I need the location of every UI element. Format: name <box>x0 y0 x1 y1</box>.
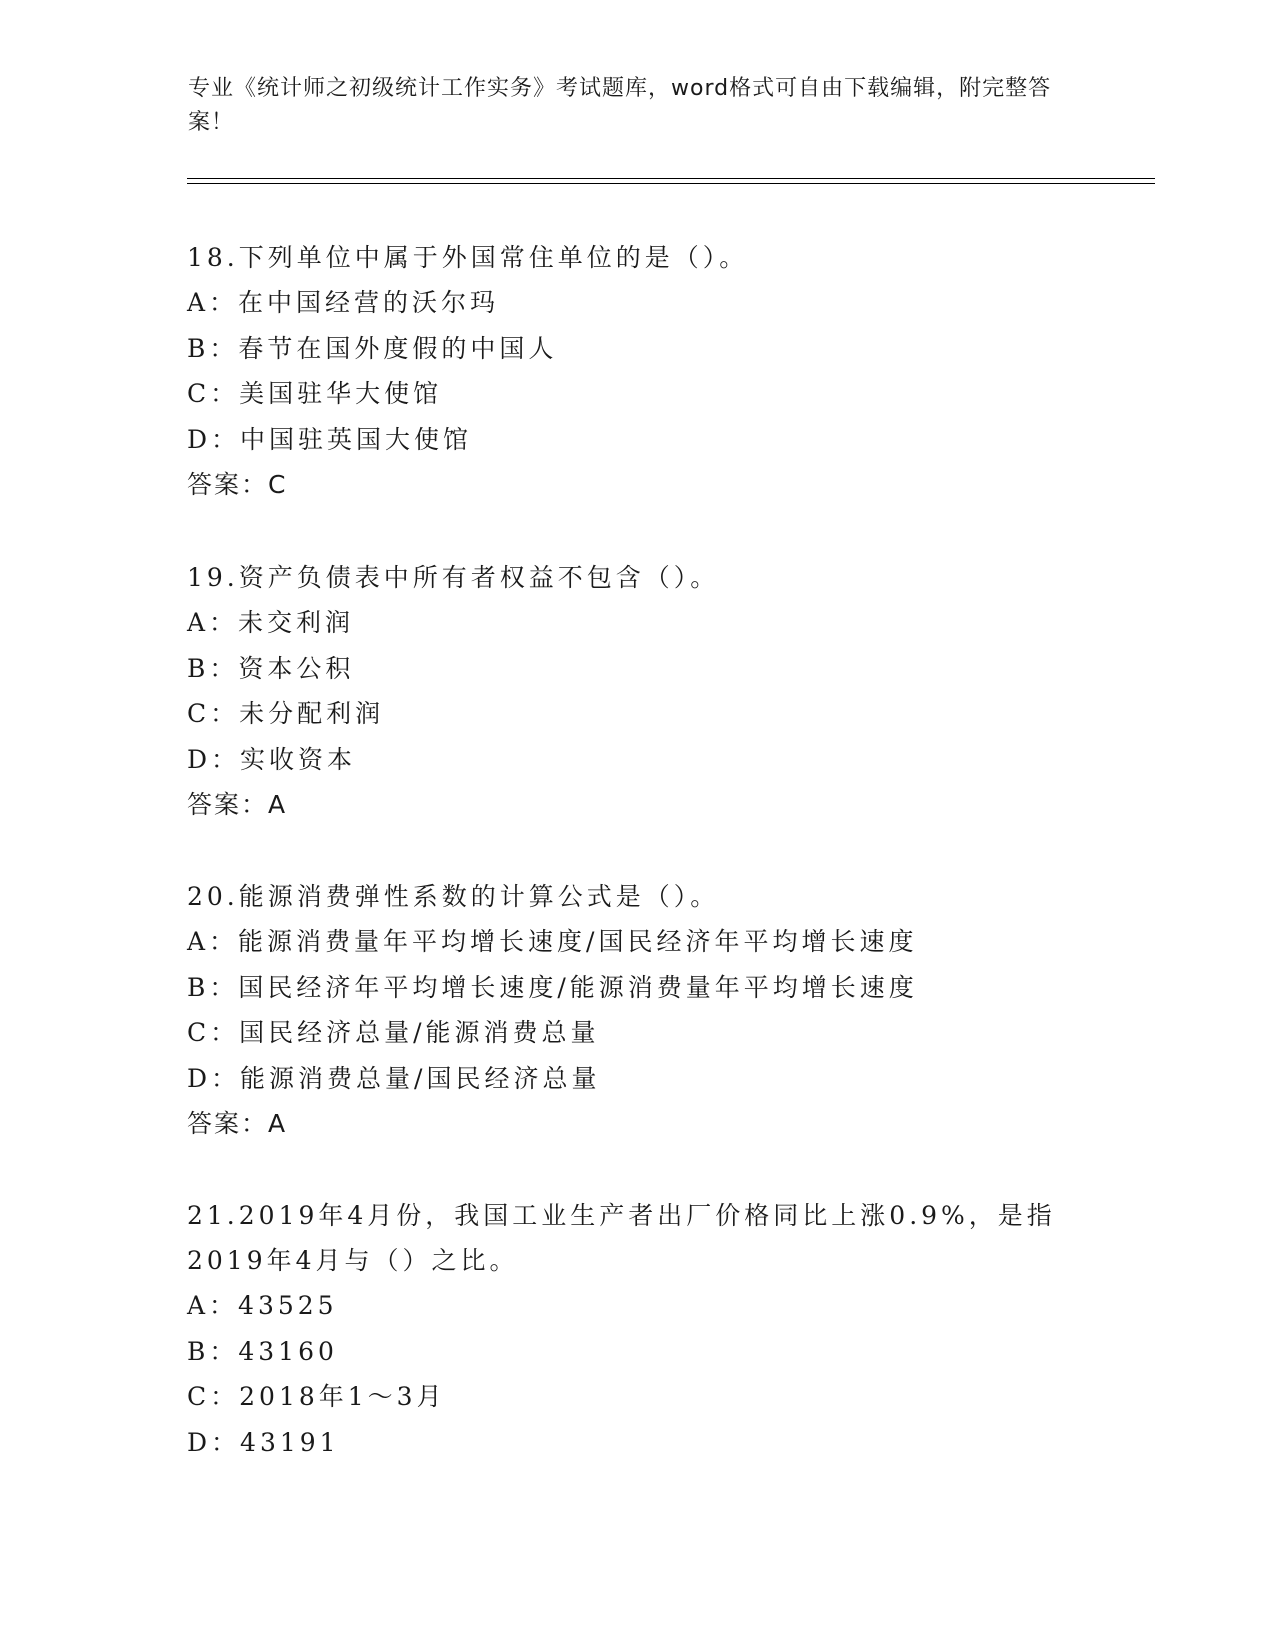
question-18 <box>187 235 1087 507</box>
question-21 <box>187 1193 1087 1465</box>
option-c: C：2018年1～3月 <box>187 1382 446 1411</box>
question-20 <box>187 874 1087 1146</box>
option-a: A：未交利润 <box>187 608 355 637</box>
option-d: D：中国驻英国大使馆 <box>187 424 473 454</box>
option-d: D：43191 <box>187 1427 340 1457</box>
document-header: 专业《统计师之初级统计工作实务》考试题库，word格式可自由下载编辑，附完整答案！ <box>188 76 1052 135</box>
question-19 <box>187 555 1087 827</box>
option-d: D：实收资本 <box>187 744 357 774</box>
answer-line: 答案：C <box>187 470 288 499</box>
option-b: B：国民经济年平均增长速度/能源消费量年平均增长速度 <box>187 972 918 1002</box>
header-rule-top <box>187 178 1155 179</box>
option-a: A：43525 <box>187 1291 338 1320</box>
option-a: A：能源消费量年平均增长速度/国民经济年平均增长速度 <box>187 927 918 956</box>
question-title: 18.下列单位中属于外国常住单位的是（）。 <box>187 243 749 272</box>
option-b: B：资本公积 <box>187 653 355 683</box>
answer-line: 答案：A <box>187 1109 288 1138</box>
option-c: C：国民经济总量/能源消费总量 <box>187 1018 600 1047</box>
option-a: A：在中国经营的沃尔玛 <box>187 288 500 317</box>
question-title: 19.资产负债表中所有者权益不包含（）。 <box>187 563 720 592</box>
question-title-line-2: 2019年4月与（）之比。 <box>187 1246 519 1275</box>
question-title-line-1: 21.2019年4月份，我国工业生产者出厂价格同比上涨0.9%，是指 <box>187 1201 1056 1230</box>
option-c: C：未分配利润 <box>187 699 385 728</box>
option-d: D：能源消费总量/国民经济总量 <box>187 1063 601 1093</box>
option-b: B：43160 <box>187 1336 338 1366</box>
option-b: B：春节在国外度假的中国人 <box>187 333 558 363</box>
answer-line: 答案：A <box>187 790 288 819</box>
question-title: 20.能源消费弹性系数的计算公式是（）。 <box>187 882 720 911</box>
option-c: C：美国驻华大使馆 <box>187 379 443 408</box>
header-rule-bottom <box>187 183 1155 184</box>
